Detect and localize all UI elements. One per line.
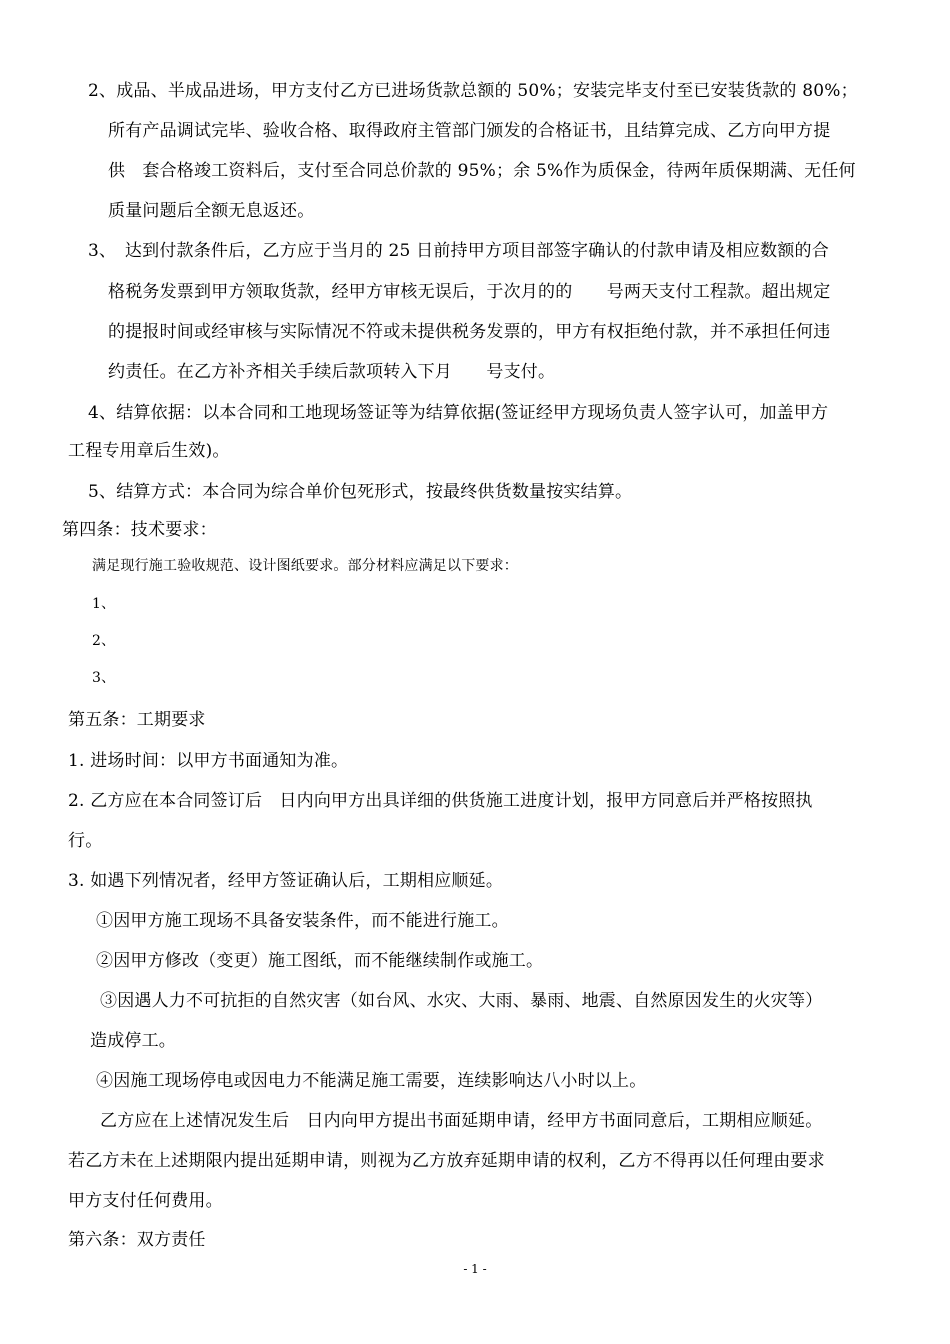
schedule-item-3: 3. 如遇下列情况者，经甲方签证确认后，工期相应顺延。 (68, 871, 504, 891)
payment-item-3-line-3: 的提报时间或经审核与实际情况不符或未提供税务发票的，甲方有权拒绝付款，并不承担任何违 (108, 322, 831, 342)
page-number: - 1 - (463, 1262, 487, 1276)
delay-condition-3-line-2: 造成停工。 (90, 1031, 176, 1051)
settlement-basis-line-2: 工程专用章后生效)。 (68, 441, 230, 461)
settlement-method-line: 5、结算方式：本合同为综合单价包死形式，按最终供货数量按实结算。 (88, 482, 633, 502)
schedule-item-1: 1. 进场时间：以甲方书面通知为准。 (68, 751, 349, 771)
payment-item-3-line-2: 格税务发票到甲方领取货款，经甲方审核无误后，于次月的的 号两天支付工程款。超出规定 (108, 282, 831, 302)
delay-condition-3-line-1: ③因遇人力不可抗拒的自然灾害（如台风、水灾、大雨、暴雨、地震、自然原因发生的火灾等） (100, 991, 823, 1011)
article-6-heading: 第六条：双方责任 (68, 1230, 206, 1250)
delay-condition-1: ①因甲方施工现场不具备安装条件，而不能进行施工。 (96, 911, 509, 931)
payment-item-2-line-2: 所有产品调试完毕、验收合格、取得政府主管部门颁发的合格证书，且结算完成、乙方向甲方提 (108, 121, 831, 141)
payment-item-2-line-1: 2、成品、半成品进场，甲方支付乙方已进场货款总额的 50%；安装完毕支付至已安装货款的 80%； (88, 81, 858, 101)
article-5-heading: 第五条：工期要求 (68, 710, 206, 730)
schedule-item-2-line-1: 2. 乙方应在本合同签订后 日内向甲方出具详细的供货施工进度计划，报甲方同意后并严格按照执 (68, 791, 813, 811)
delay-condition-4: ④因施工现场停电或因电力不能满足施工需要，连续影响达八小时以上。 (96, 1071, 647, 1091)
settlement-basis-line-1: 4、结算依据：以本合同和工地现场签证等为结算依据(签证经甲方现场负责人签字认可，加盖甲方 (88, 403, 829, 423)
technical-requirement-2: 2、 (92, 633, 116, 649)
payment-item-3-line-4: 约责任。在乙方补齐相关手续后款项转入下月 号支付。 (108, 362, 556, 382)
schedule-item-2-line-2: 行。 (68, 831, 103, 851)
payment-item-2-line-4: 质量问题后全额无息返还。 (108, 201, 315, 221)
delay-condition-2: ②因甲方修改（变更）施工图纸，而不能继续制作或施工。 (96, 951, 544, 971)
payment-item-2-line-3: 供 套合格竣工资料后，支付至合同总价款的 95%；余 5%作为质保金，待两年质保期满、无任何 (108, 161, 856, 181)
technical-requirements-intro: 满足现行施工验收规范、设计图纸要求。部分材料应满足以下要求： (92, 558, 518, 574)
payment-item-3-line-1: 3、 达到付款条件后，乙方应于当月的 25 日前持甲方项目部签字确认的付款申请及相应数额的合 (88, 241, 829, 261)
technical-requirement-3: 3、 (92, 670, 116, 686)
delay-application-line-2: 若乙方未在上述期限内提出延期申请，则视为乙方放弃延期申请的权利，乙方不得再以任何理由要求 (68, 1151, 825, 1171)
technical-requirement-1: 1、 (92, 596, 116, 612)
delay-application-line-1: 乙方应在上述情况发生后 日内向甲方提出书面延期申请，经甲方书面同意后，工期相应顺延。 (100, 1111, 823, 1131)
article-4-heading: 第四条：技术要求： (62, 520, 217, 540)
delay-application-line-3: 甲方支付任何费用。 (68, 1191, 223, 1211)
